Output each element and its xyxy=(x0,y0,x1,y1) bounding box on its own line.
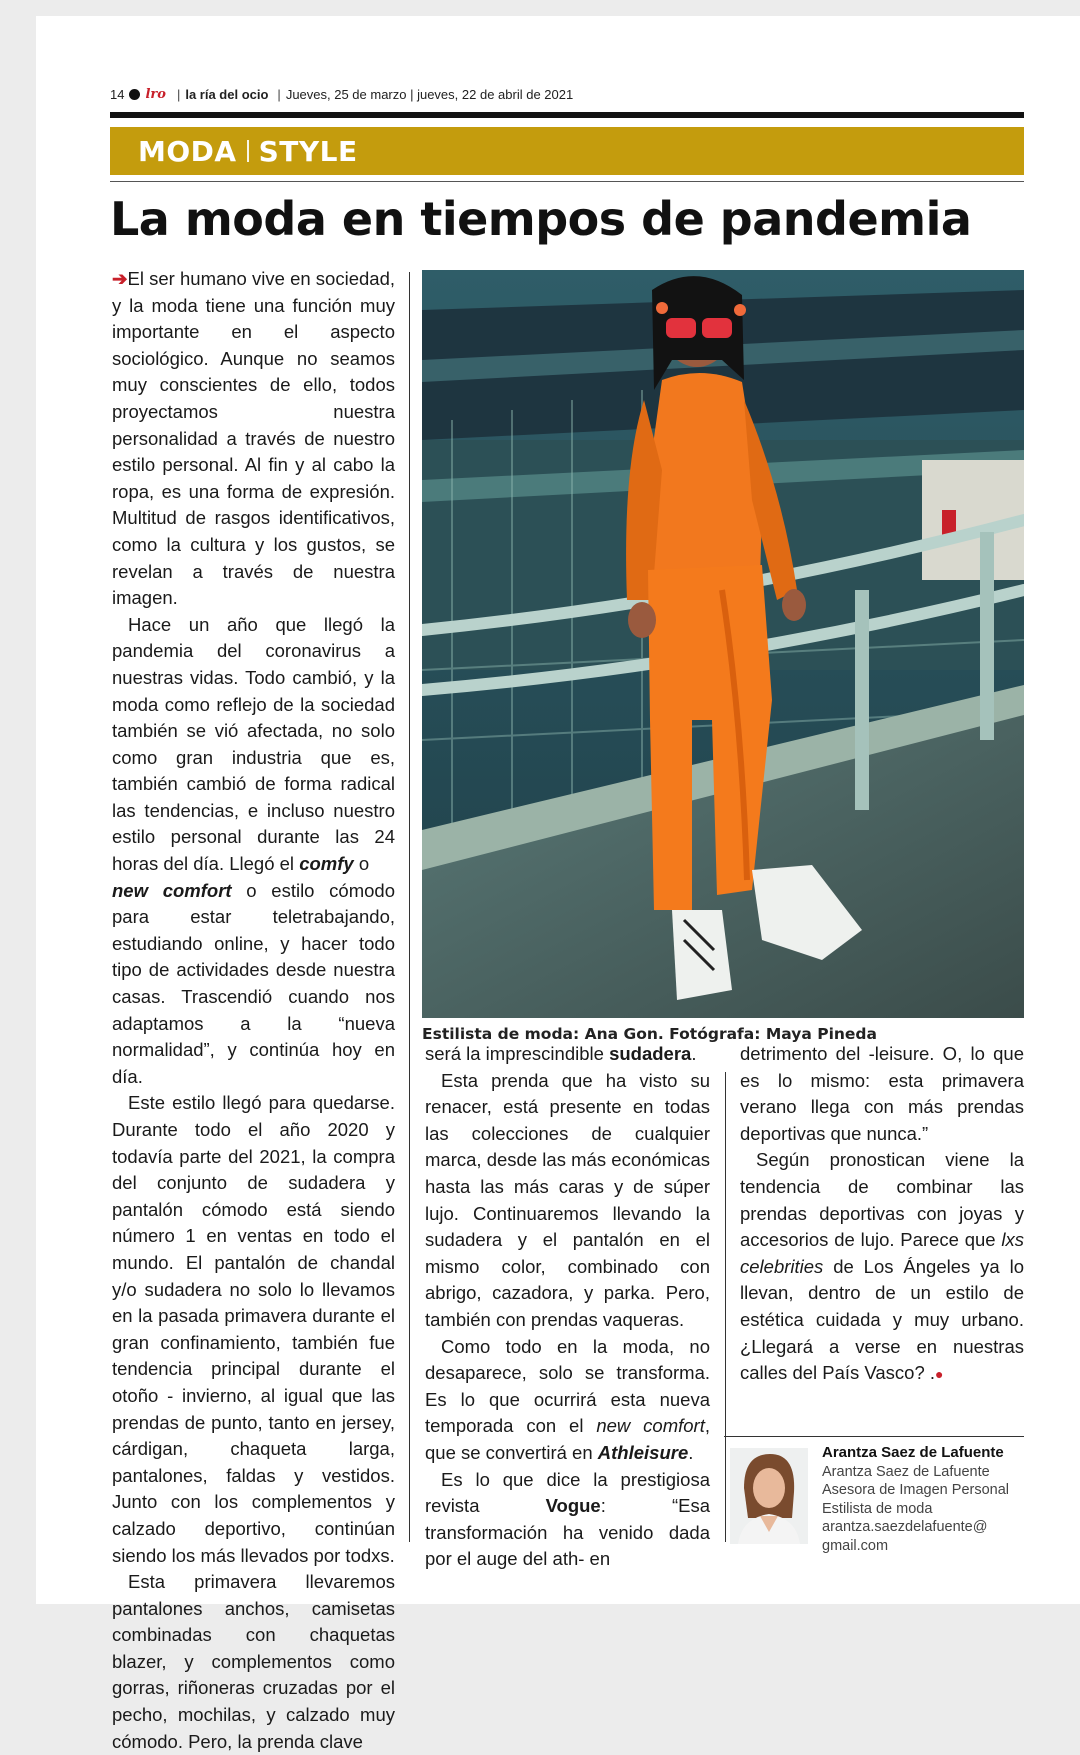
headline-rule xyxy=(110,181,1024,182)
photo-illustration xyxy=(422,270,1024,1018)
author-email-domain: gmail.com xyxy=(822,1537,889,1554)
author-rule xyxy=(724,1436,1024,1437)
paragraph: Esta prenda que ha visto su renacer, está presente en todas las colecciones de cualquier marca, desde las más económicas hasta las más caras y de súper lujo. Continuaremos llevando la sudadera y el pantalón en el mismo color, combinado con abrigo, cazadora, y parka. Pero, también con prendas vaqueras. xyxy=(425,1069,710,1330)
section-label-moda: MODA xyxy=(138,134,237,168)
paragraph: Según pronostican viene la tendencia de combinar las prendas deportivas con joyas y accesorios de lujo. Parece que lxs celebrities de Los Ángeles ya lo llevan, dentro de un estilo de estética cuidada y muy urbano. ¿Llegará a verse en nuestras calles del País Vasco? .● xyxy=(740,1149,1024,1384)
publication-name: la ría del ocio xyxy=(185,86,269,102)
section-divider xyxy=(247,140,249,162)
issue-dates: Jueves, 25 de marzo | jueves, 22 de abril de 2021 xyxy=(285,86,574,102)
author-email: arantza.saezdelafuente@ xyxy=(822,1519,988,1536)
paragraph-intro: ➔El ser humano vive en sociedad, y la moda tiene una función muy importante en el aspecto sociológico. Aunque no seamos muy conscientes de ello, todos proyectamos nuestra personalidad a través de nuestro estilo personal. Al fin y al cabo la ropa, es una forma de expresión. Multitud de rasgos identificativos, como la cultura y los gustos, se revelan a través de nuestra imagen. xyxy=(112,268,395,609)
author-name: Arantza Saez de Lafuente xyxy=(822,1444,1004,1461)
article-column-3 xyxy=(740,1041,1024,1388)
author-role: Estilista de moda xyxy=(822,1500,933,1517)
paragraph: Es lo que dice la prestigiosa revista Vogue: “Esa transformación ha venido dada por el auge del ath- en xyxy=(425,1468,710,1570)
author-role: Asesora de Imagen Personal xyxy=(822,1482,1009,1499)
section-band xyxy=(110,127,1024,175)
end-mark-icon: ● xyxy=(935,1366,944,1383)
headline: La moda en tiempos de pandemia xyxy=(110,192,972,246)
photo-caption: Estilista de moda: Ana Gon. Fotógrafa: Maya Pineda xyxy=(422,1025,877,1043)
paragraph: detrimento del -leisure. O, lo que es lo mismo: esta primavera verano llega con más prendas deportivas que nunca.” xyxy=(740,1043,1024,1144)
publication-logo: lro xyxy=(145,86,166,102)
avatar-illustration xyxy=(730,1448,808,1544)
page-header xyxy=(110,84,1024,104)
author-line: Arantza Saez de Lafuente xyxy=(822,1463,990,1480)
paragraph: Como todo en la moda, no desaparece, solo se transforma. Es lo que ocurrirá esta nueva temporada con el new comfort, que se convertirá en Athleisure. xyxy=(425,1335,710,1463)
bullet-dot-icon xyxy=(129,89,140,100)
separator: | xyxy=(176,86,181,102)
article-column-2 xyxy=(425,1041,710,1573)
section-label-style: STYLE xyxy=(258,134,358,168)
page-number: 14 xyxy=(110,86,125,102)
photo-woman-orange-outfit xyxy=(422,270,1024,1018)
paragraph: Este estilo llegó para quedarse. Durante todo el año 2020 y todavía parte del 2021, la compra del conjunto de sudadera y pantalón cómodo está siendo número 1 en ventas en todo el mundo. El pantalón de chandal y/o sudadera no solo lo llevamos en la pasada primavera durante el gran confinamiento, también fue tendencia principal durante el otoño - invierno, al igual que las prendas de punto, tanto en jersey, cárdigan, chaqueta larga, pantalones, faldas y vestidos. Junto con los complementos y calzado deportivo, continúan siendo los más llevados por todxs. xyxy=(112,1092,395,1566)
author-box xyxy=(822,1444,1024,1556)
arrow-icon: ➔ xyxy=(112,268,128,289)
article-column-1 xyxy=(112,266,395,1755)
top-rule xyxy=(110,112,1024,118)
paragraph: Esta primavera llevaremos pantalones anchos, camisetas combinadas con chaquetas blazer, y complementos como gorras, riñoneras cruzadas por el pecho, mochilas, y calzado muy cómodo. Pero, la prenda clave xyxy=(112,1571,395,1752)
paragraph: será la imprescindible sudadera. xyxy=(425,1043,697,1064)
paragraph: Hace un año que llegó la pandemia del coronavirus a nuestras vidas. Todo cambió, y la moda como reflejo de la sociedad también se vió afectada, no solo como gran industria que es, también cambió de forma radical las tendencias, e incluso nuestro estilo personal durante las 24 horas del día. Llegó el comfy o new comfort o estilo cómodo para estar teletrabajando, estudiando online, y hacer todo tipo de actividades desde nuestra casas. Trascendió cuando nos adaptamos a la “nueva normalidad”, y continúa hoy en día. xyxy=(112,613,395,1087)
column-divider xyxy=(409,272,410,1542)
separator: | xyxy=(277,86,281,102)
column-divider xyxy=(725,1072,726,1542)
author-photo xyxy=(730,1448,808,1544)
